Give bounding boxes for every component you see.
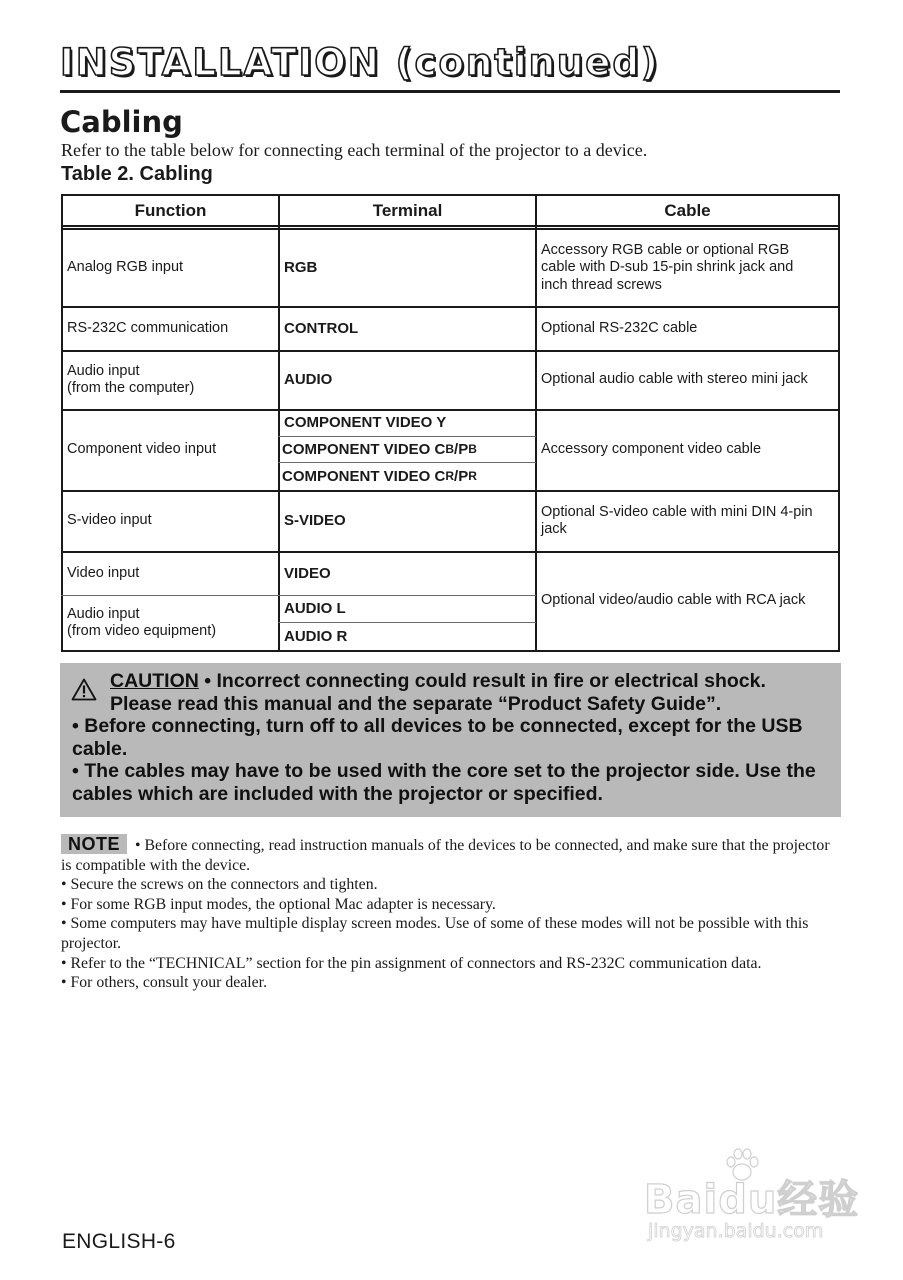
notes (61, 834, 841, 993)
terminal-subscript: B (468, 441, 477, 456)
cable-cell: Optional RS-232C cable (541, 319, 698, 336)
column-divider (535, 194, 537, 652)
function-cell: Audio input (from the computer) (67, 362, 195, 396)
function-cell: S-video input (67, 512, 152, 529)
terminal-cell: AUDIO (284, 371, 333, 389)
caution-bullet: • The cables may have to be used with the core set to the projector side. Use the cables which are included with the projector or specified. (72, 760, 816, 805)
note-label: NOTE (61, 834, 127, 854)
table-header-terminal: Terminal (372, 200, 443, 220)
header-rule (60, 90, 840, 93)
note-item: • Secure the screws on the connectors and tighten. (61, 876, 378, 894)
function-cell: Component video input (67, 441, 217, 458)
terminal-cell: AUDIO L (284, 600, 346, 618)
terminal-cell: S-VIDEO (284, 512, 346, 530)
section-intro: Refer to the table below for connecting each terminal of the projector to a device. (61, 140, 648, 160)
terminal-cell (282, 463, 532, 490)
terminal-subscript: R (445, 468, 455, 483)
note-item: • Before connecting, read instruction manuals of the devices to be connected, and make sure that the projector is compatible with the device. (61, 837, 830, 874)
function-cell: Video input (67, 564, 140, 581)
page-footer: ENGLISH-6 (62, 1230, 176, 1253)
column-divider (278, 194, 280, 652)
table-border-right (838, 194, 840, 652)
watermark-logo: Baidu经验 (644, 1177, 860, 1223)
caution-bullet: • Before connecting, turn off to all devices to be connected, except for the USB cable. (72, 715, 803, 760)
terminal-subscript: B (445, 441, 455, 456)
table-caption: Table 2. Cabling (61, 163, 213, 185)
caution-line (72, 670, 829, 693)
terminal-text: /P (454, 440, 469, 458)
caution-box (60, 663, 841, 817)
watermark (640, 1140, 860, 1250)
terminal-cell: COMPONENT VIDEO Y (284, 414, 447, 432)
terminal-cell (282, 437, 532, 462)
caution-line1: • Incorrect connecting could result in fire or electrical shock. (198, 670, 766, 692)
note-first-line (61, 834, 841, 875)
terminal-text: COMPONENT VIDEO C (282, 467, 446, 485)
caution-text (72, 670, 829, 805)
table-border-left (61, 194, 63, 652)
function-cell: RS-232C communication (67, 319, 229, 336)
cable-cell: Optional S-video cable with mini DIN 4-pin jack (541, 503, 813, 537)
cable-cell: Accessory component video cable (541, 441, 762, 458)
note-item: • For others, consult your dealer. (61, 974, 268, 992)
function-cell: Audio input (from video equipment) (67, 605, 217, 639)
terminal-text: COMPONENT VIDEO C (282, 440, 446, 458)
table-header-cable: Cable (664, 200, 711, 220)
caution-label: CAUTION (110, 670, 199, 692)
caution-line2: Please read this manual and the separate “Product Safety Guide”. (110, 692, 722, 715)
terminal-cell: AUDIO R (284, 627, 348, 645)
function-cell: Analog RGB input (67, 259, 184, 276)
cable-cell: Optional video/audio cable with RCA jack (541, 592, 806, 609)
cable-cell: Optional audio cable with stereo mini jack (541, 371, 808, 388)
page-header-title: INSTALLATION (continued) (60, 41, 660, 84)
cabling-table (61, 194, 840, 652)
section-title: Cabling (60, 105, 183, 139)
header-divider (61, 225, 840, 227)
terminal-cell: CONTROL (284, 319, 359, 337)
table-border-bottom (61, 650, 840, 652)
terminal-cell: VIDEO (284, 564, 331, 582)
cable-cell: Accessory RGB cable or optional RGB cable with D-sub 15-pin shrink jack and inch thread screws (541, 241, 794, 293)
note-item: • Some computers may have multiple display screen modes. Use of some of these modes will not be possible with this projector. (61, 915, 809, 952)
table-header-function: Function (134, 200, 207, 220)
terminal-subscript: R (468, 468, 477, 483)
terminal-text: /P (454, 467, 469, 485)
note-item: • For some RGB input modes, the optional Mac adapter is necessary. (61, 895, 496, 913)
terminal-cell: RGB (284, 259, 318, 277)
note-item: • Refer to the “TECHNICAL” section for the pin assignment of connectors and RS-232C communication data. (61, 954, 762, 972)
watermark-url: jingyan.baidu.com (648, 1220, 824, 1242)
